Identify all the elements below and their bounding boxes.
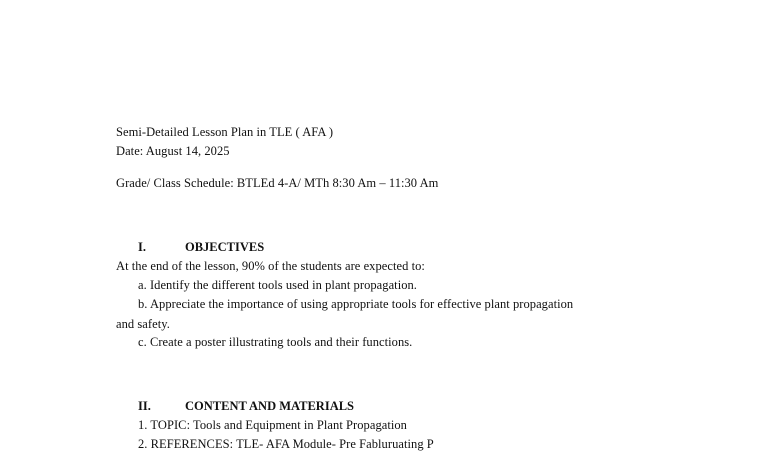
lesson-date: Date: August 14, 2025: [116, 144, 230, 158]
objective-item-b-continued: and safety.: [116, 317, 170, 331]
section-heading-objectives: OBJECTIVES: [185, 240, 265, 254]
objectives-intro: At the end of the lesson, 90% of the students are expected to:: [116, 259, 425, 273]
lesson-plan-title: Semi-Detailed Lesson Plan in TLE ( AFA ): [116, 125, 334, 139]
section-numeral-objectives: I.: [138, 240, 146, 254]
class-schedule: Grade/ Class Schedule: BTLEd 4-A/ MTh 8:30 Am – 11:30 Am: [116, 176, 439, 190]
objective-item-b: b. Appreciate the importance of using appropriate tools for effective plant propagation: [138, 297, 574, 311]
content-item-topic: 1. TOPIC: Tools and Equipment in Plant Propagation: [138, 418, 407, 432]
objective-item-c: c. Create a poster illustrating tools and their functions.: [138, 335, 413, 349]
objective-item-a: a. Identify the different tools used in plant propagation.: [138, 278, 417, 292]
section-heading-content: CONTENT AND MATERIALS: [185, 399, 355, 413]
content-item-references: 2. REFERENCES: TLE- AFA Module- Pre Fabluruating P: [138, 437, 434, 451]
section-numeral-content: II.: [138, 399, 151, 413]
